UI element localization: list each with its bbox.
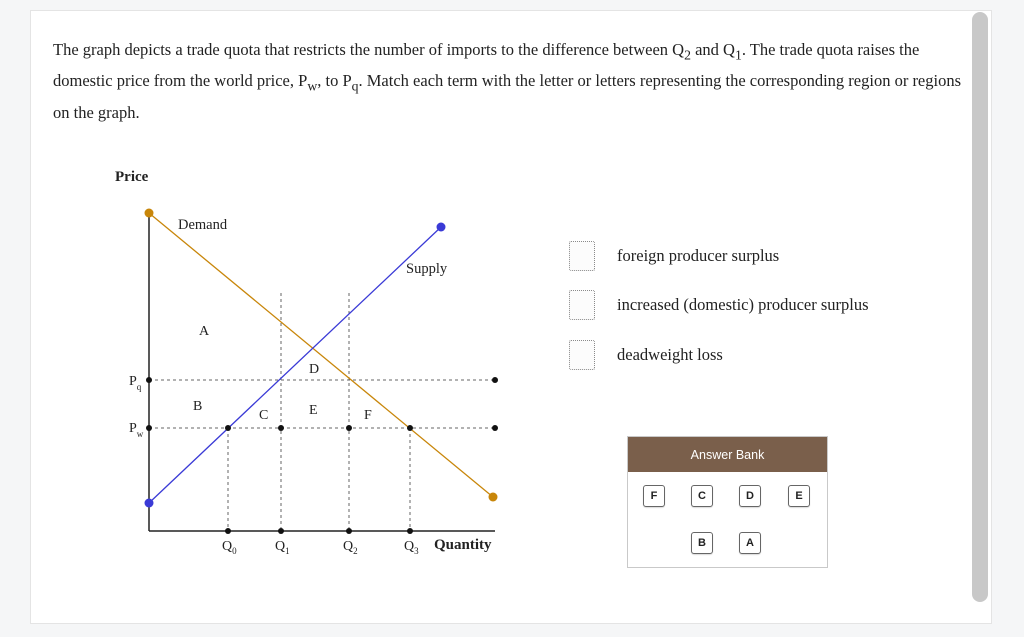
- term-label: deadweight loss: [617, 345, 723, 364]
- question-text: The graph depicts a trade quota that restricts the number of imports to the difference between $Q_2$ and $Q_1$. The trade quota raises the domestic price from the world price, $P_w$, to $P_q$. Match each term with the letter or letters representing the corresponding region or regions on the graph.: [53, 40, 962, 122]
- q0-axis-point[interactable]: [225, 528, 231, 534]
- region-e-label: E: [309, 403, 318, 418]
- price-axis-label: Price: [115, 169, 149, 185]
- drop-target-deadweight-loss[interactable]: [569, 340, 595, 370]
- term-label: foreign producer surplus: [617, 246, 780, 265]
- q0-pw-point[interactable]: [225, 425, 231, 431]
- region-c-label: C: [259, 408, 269, 423]
- supply-label: Supply: [406, 261, 448, 277]
- pq-end-point[interactable]: [492, 377, 498, 383]
- demand-bottom-endpoint[interactable]: [489, 493, 498, 502]
- answer-chip-c[interactable]: C: [691, 485, 713, 507]
- demand-label: Demand: [178, 217, 228, 233]
- term-row-deadweight-loss: [569, 339, 723, 371]
- q1-tick-label: $Q_1$: [275, 539, 290, 556]
- pw-end-point[interactable]: [492, 425, 498, 431]
- pq-tick-label: $P_q$: [129, 374, 142, 392]
- q3-tick-label: $Q_3$: [404, 539, 419, 556]
- answer-bank: [627, 436, 828, 568]
- vertical-scrollbar[interactable]: [972, 12, 988, 602]
- question-panel: [30, 10, 992, 624]
- term-row-increased-producer-surplus: [569, 289, 869, 321]
- term-row-foreign-producer-surplus: [569, 240, 779, 272]
- answer-chip-b[interactable]: B: [691, 532, 713, 554]
- pw-tick-label: $P_w$: [129, 421, 144, 439]
- q1-axis-point[interactable]: [278, 528, 284, 534]
- demand-top-endpoint[interactable]: [145, 209, 154, 218]
- term-label: increased (domestic) producer surplus: [617, 295, 869, 314]
- answer-chip-e[interactable]: E: [788, 485, 810, 507]
- region-a-label: A: [199, 324, 210, 339]
- q2-pw-point[interactable]: [346, 425, 352, 431]
- answer-bank-title: Answer Bank: [628, 437, 827, 472]
- q2-tick-label: $Q_2$: [343, 539, 358, 556]
- supply-curve: [149, 227, 441, 503]
- region-d-label: D: [309, 362, 320, 377]
- pq-axis-point[interactable]: [146, 377, 152, 383]
- region-b-label: B: [193, 399, 203, 414]
- q0-tick-label: $Q_0$: [222, 539, 237, 556]
- q1-pw-point[interactable]: [278, 425, 284, 431]
- quantity-axis-label: Quantity: [434, 537, 492, 553]
- pw-axis-point[interactable]: [146, 425, 152, 431]
- drop-target-foreign-producer-surplus[interactable]: [569, 241, 595, 271]
- drop-target-increased-producer-surplus[interactable]: [569, 290, 595, 320]
- q3-pw-point[interactable]: [407, 425, 413, 431]
- answer-chip-f[interactable]: F: [643, 485, 665, 507]
- q3-axis-point[interactable]: [407, 528, 413, 534]
- region-f-label: F: [364, 408, 372, 423]
- supply-bottom-endpoint[interactable]: [145, 499, 154, 508]
- supply-top-endpoint[interactable]: [437, 223, 446, 232]
- q2-axis-point[interactable]: [346, 528, 352, 534]
- answer-chip-d[interactable]: D: [739, 485, 761, 507]
- answer-chip-a[interactable]: A: [739, 532, 761, 554]
